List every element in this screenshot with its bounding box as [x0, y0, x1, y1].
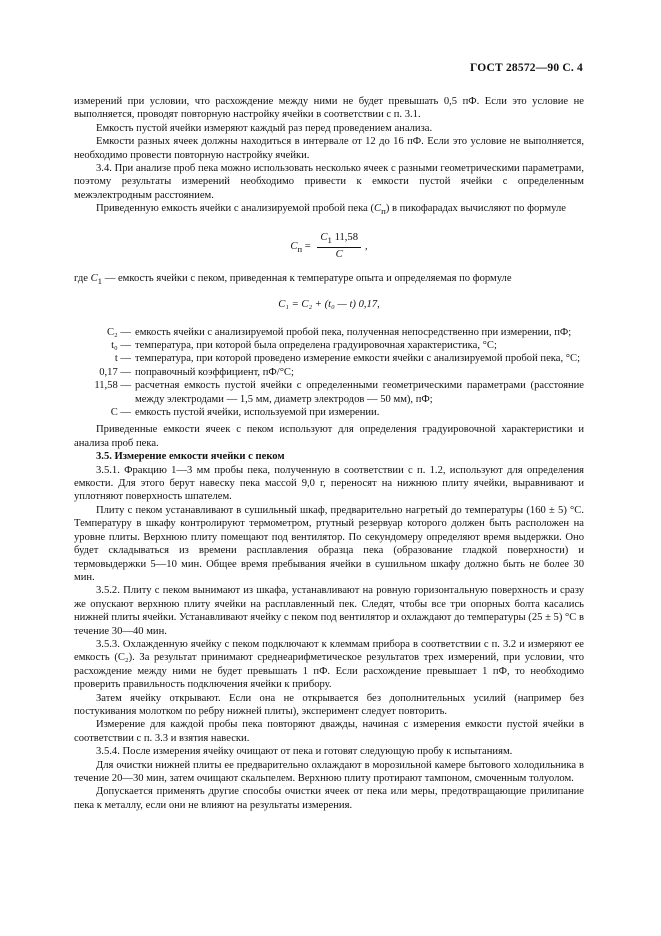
paragraph: измерений при условии, что расхождение между ними не будет превышать 0,5 пФ. Если это условие не выполняется, проводят повторную настройку ячейки в соответствии с п. 3.1. — [74, 96, 584, 121]
paragraph: Допускается применять другие способы очистки ячеек от пека или меры, предотвращающие прилипание пека к металлу, если они не влияют на результаты измерения. — [74, 786, 584, 811]
paragraph: Приведенные емкости ячеек с пеком используют для определения градуировочной характеристики и анализа проб пека. — [74, 424, 584, 449]
paragraph: 3.5.1. Фракцию 1—3 мм пробы пека, полученную в соответствии с п. 1.2, используют для определения емкости. Для этого берут навеску пека массой 9,0 г, переносят на нижнюю плиту ячейки, выравнивают и уплотняют поверхность шпателем. — [74, 464, 584, 503]
paragraph: Емкости разных ячеек должны находиться в интервале от 12 до 16 пФ. Если это условие не выполняется, необходимо провести повторную настройку ячейки. — [74, 136, 584, 161]
formula-c1: C₁ = C₂ + (t₀ — t) 0,17, — [278, 299, 380, 311]
definition-item: C — емкость пустой ячейки, используемой при измерении. — [110, 407, 380, 419]
paragraph: Затем ячейку открывают. Если она не открывается без дополнительных усилий (например без постукивания молотком по ребру нижней плиты), эксперимент следует повторить. — [74, 692, 584, 717]
definition-item: 11,58 — расчетная емкость пустой ячейки с определенными геометрическими параметрами (расстояние между электродами — 1,5 мм, диаметр электродов — 50 мм), пФ; — [94, 380, 584, 405]
formula-intro-paragraph: Приведенную емкость ячейки с анализируемой пробой пека $(C_п)$ в пикофарадах вычисляют по формуле — [96, 203, 566, 217]
page-content — [74, 95, 584, 812]
definition-item: C₂ — емкость ячейки с анализируемой пробой пека, полученная непосредственно при измерении, пФ; — [106, 326, 572, 338]
definition-item: t — температура, при которой проведено измерение емкости ячейки с анализируемой пробой пека, °C; — [114, 353, 581, 365]
section-title: 3.5. Измерение емкости ячейки с пеком — [96, 451, 285, 463]
formula-cp: $C_п$ = $\frac{C_1 11,58}{C}$ , — [290, 231, 368, 261]
paragraph: 3.4. При анализе проб пека можно использовать несколько ячеек с разными геометрическими параметрами, поэтому результаты измерений необходимо привести к емкости пустой ячейки с определенным межэлектродным расстоянием. — [74, 163, 584, 201]
paragraph: Емкость пустой ячейки измеряют каждый раз перед проведением анализа. — [96, 122, 433, 134]
paragraph: Для очистки нижней плиты ее предварительно охлаждают в морозильной камере бытового холодильника в течение 20—30 мин, затем очищают скальпелем. Верхнюю плиту протирают тампоном, смоченным толуолом. — [74, 759, 584, 785]
paragraph: 3.5.2. Плиту с пеком вынимают из шкафа, устанавливают на ровную горизонтальную поверхность и сразу же опускают верхнюю плиту ячейки на расплавленный пек. Следят, чтобы все три опорных болта касались нижней плиты ячейки. Устанавливают ячейку с пеком под вентилятор и охлаждают до температуры (25 ± 5) °C в течение 30—40 мин. — [74, 585, 584, 637]
definitions-list — [74, 326, 584, 420]
where-line: где $C_1$ — емкость ячейки с пеком, приведенная к температуре опыта и определяемая по формуле — [74, 272, 512, 286]
definition-item: 0,17 — поправочный коэффициент, пФ/°C; — [99, 366, 294, 378]
paragraph: Плиту с пеком устанавливают в сушильный шкаф, предварительно нагретый до температуры (160 ± 5) °C. Температуру в шкафу контролируют термометром, ртутный резервуар которого должен быть расположен на уровне плиты. Верхнюю плиту помещают под вентилятор. По секундомеру определяют время выдержки. Оно будет складываться из времени расплавления образца пека (образование гладкой поверхности) и термовыдержки 5—10 мин. Общее время пребывания ячейки в сушильном шкафу должно быть не более 30 мин. — [74, 504, 584, 583]
formula-fraction: $\frac{C_1 11,58}{C}$ — [317, 231, 361, 262]
paragraph: Измерение для каждой пробы пека повторяют дважды, начиная с измерения емкости пустой ячейки в соответствии с п. 3.3 и взятия навески. — [74, 719, 584, 744]
page-header: ГОСТ 28572—90 С. 4 — [470, 62, 583, 74]
definition-item: t₀ — температура, при которой была определена градуировочная характеристика, °C; — [111, 340, 497, 352]
paragraph: 3.5.3. Охлажденную ячейку с пеком подключают к клеммам прибора в соответствии с п. 3.2 и измеряют ее емкость (C₂). За результат принимают среднеарифметическое результатов трех измерений, при условии, что расхождение между ними не будет превышать 1 пФ. Если расхождение превышает 1 пФ, то необходимо проверить правильность подключения ячейки к прибору. — [74, 638, 584, 691]
paragraph: 3.5.4. После измерения ячейку очищают от пека и готовят следующую пробу к испытаниям. — [96, 746, 513, 758]
